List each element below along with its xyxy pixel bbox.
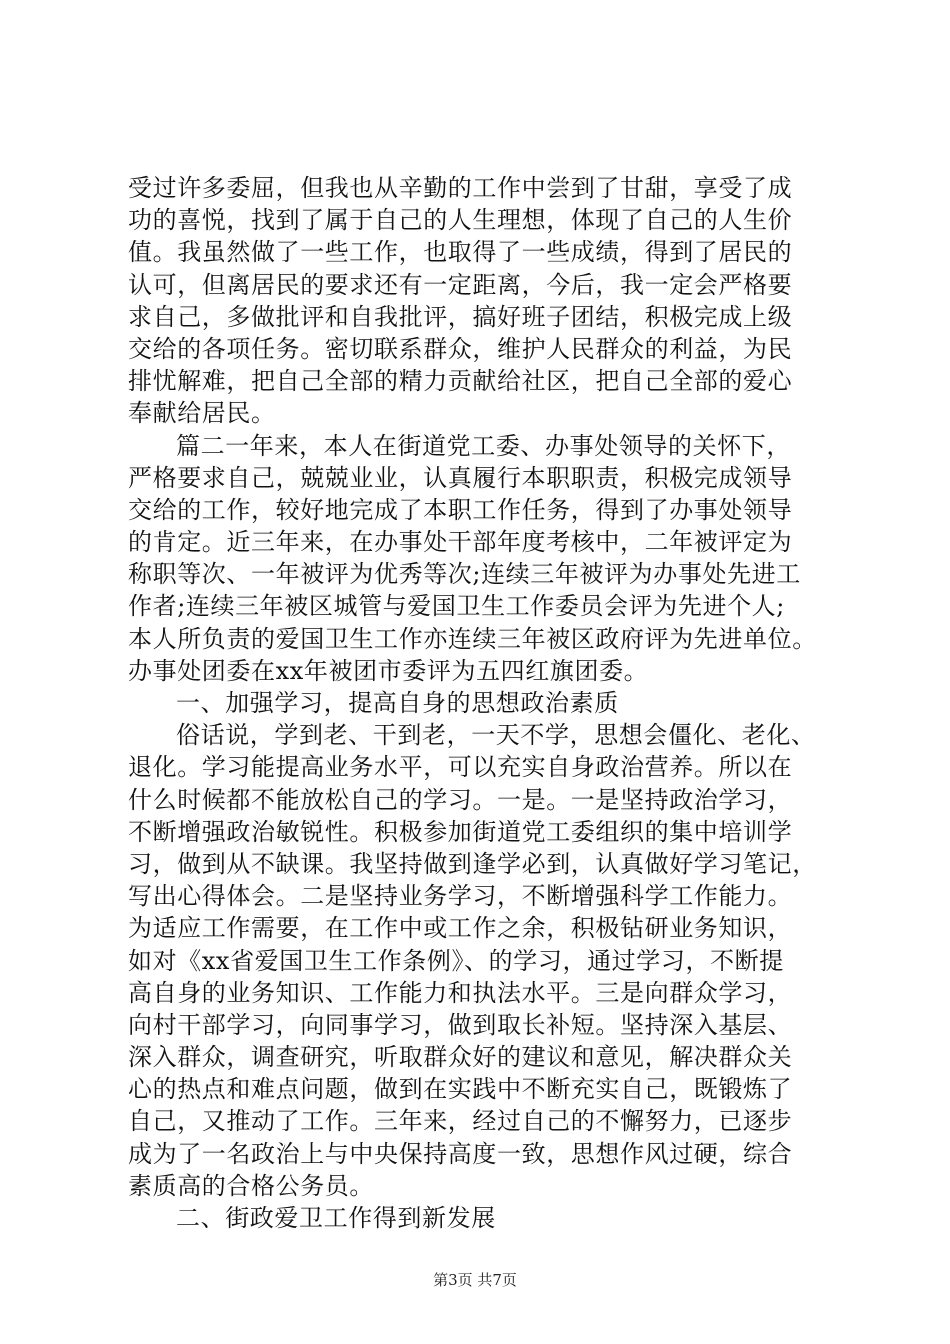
text-line: 的肯定。近三年来，在办事处干部年度考核中，二年被评定为	[128, 528, 793, 557]
text-line: 求自己，多做批评和自我批评，搞好班子团结，积极完成上级	[128, 302, 793, 331]
text-line: 写出心得体会。二是坚持业务学习，不断增强科学工作能力。	[128, 882, 793, 911]
text-line: 心的热点和难点问题，做到在实践中不断充实自己，既锻炼了	[128, 1075, 793, 1104]
text-line: 深入群众，调查研究，听取群众好的建议和意见，解决群众关	[128, 1043, 793, 1072]
text-line: 称职等次、一年被评为优秀等次;连续三年被评为办事处先进工	[128, 560, 801, 589]
text-line: 功的喜悦，找到了属于自己的人生理想，体现了自己的人生价	[128, 206, 793, 235]
text-line: 本人所负责的爱国卫生工作亦连续三年被区政府评为先进单位。	[128, 624, 817, 653]
text-line: 自己，又推动了工作。三年来，经过自己的不懈努力，已逐步	[128, 1107, 793, 1136]
text-line: 交给的工作，较好地完成了本职工作任务，得到了办事处领导	[128, 495, 793, 524]
text-line: 排忧解难，把自己全部的精力贡献给社区，把自己全部的爱心	[128, 367, 793, 396]
text-line: 如对《xx省爱国卫生工作条例》、的学习，通过学习，不断提	[128, 946, 784, 975]
text-line: 严格要求自己，兢兢业业，认真履行本职职责，积极完成领导	[128, 463, 793, 492]
page-footer: 第3页 共7页	[433, 1271, 517, 1289]
text-line: 退化。学习能提高业务水平，可以充实自身政治营养。所以在	[128, 753, 793, 782]
document-body	[128, 172, 836, 1234]
text-line: 向村干部学习，向同事学习，做到取长补短。坚持深入基层、	[128, 1010, 793, 1039]
text-line: 认可，但离居民的要求还有一定距离，今后，我一定会严格要	[128, 270, 793, 299]
text-line: 受过许多委屈，但我也从辛勤的工作中尝到了甘甜，享受了成	[128, 174, 793, 202]
text-line: 什么时候都不能放松自己的学习。一是。一是坚持政治学习，	[128, 785, 793, 814]
text-line: 高自身的业务知识、工作能力和执法水平。三是向群众学习，	[128, 978, 793, 1007]
text-line: 一、加强学习，提高自身的思想政治素质	[176, 689, 619, 717]
text-line: 办事处团委在xx年被团市委评为五四红旗团委。	[128, 656, 649, 685]
text-line: 交给的各项任务。密切联系群众，维护人民群众的利益，为民	[128, 334, 793, 363]
text-line: 成为了一名政治上与中央保持高度一致，思想作风过硬，综合	[128, 1139, 793, 1168]
text-line: 素质高的合格公务员。	[128, 1171, 374, 1200]
text-line: 篇二一年来，本人在街道党工委、办事处领导的关怀下，	[176, 431, 791, 460]
text-line: 不断增强政治敏锐性。积极参加街道党工委组织的集中培训学	[128, 817, 793, 846]
text-line: 为适应工作需要，在工作中或工作之余，积极钻研业务知识，	[128, 914, 793, 943]
text-line: 奉献给居民。	[128, 399, 276, 428]
text-line: 二、街政爱卫工作得到新发展	[176, 1204, 496, 1232]
text-line: 俗话说，学到老、干到老，一天不学，思想会僵化、老化、	[176, 721, 816, 750]
text-line: 习，做到从不缺课。我坚持做到逢学必到，认真做好学习笔记，	[128, 849, 817, 878]
text-line: 值。我虽然做了一些工作，也取得了一些成绩，得到了居民的	[128, 238, 793, 267]
text-line: 作者;连续三年被区城管与爱国卫生工作委员会评为先进个人;	[128, 592, 785, 621]
